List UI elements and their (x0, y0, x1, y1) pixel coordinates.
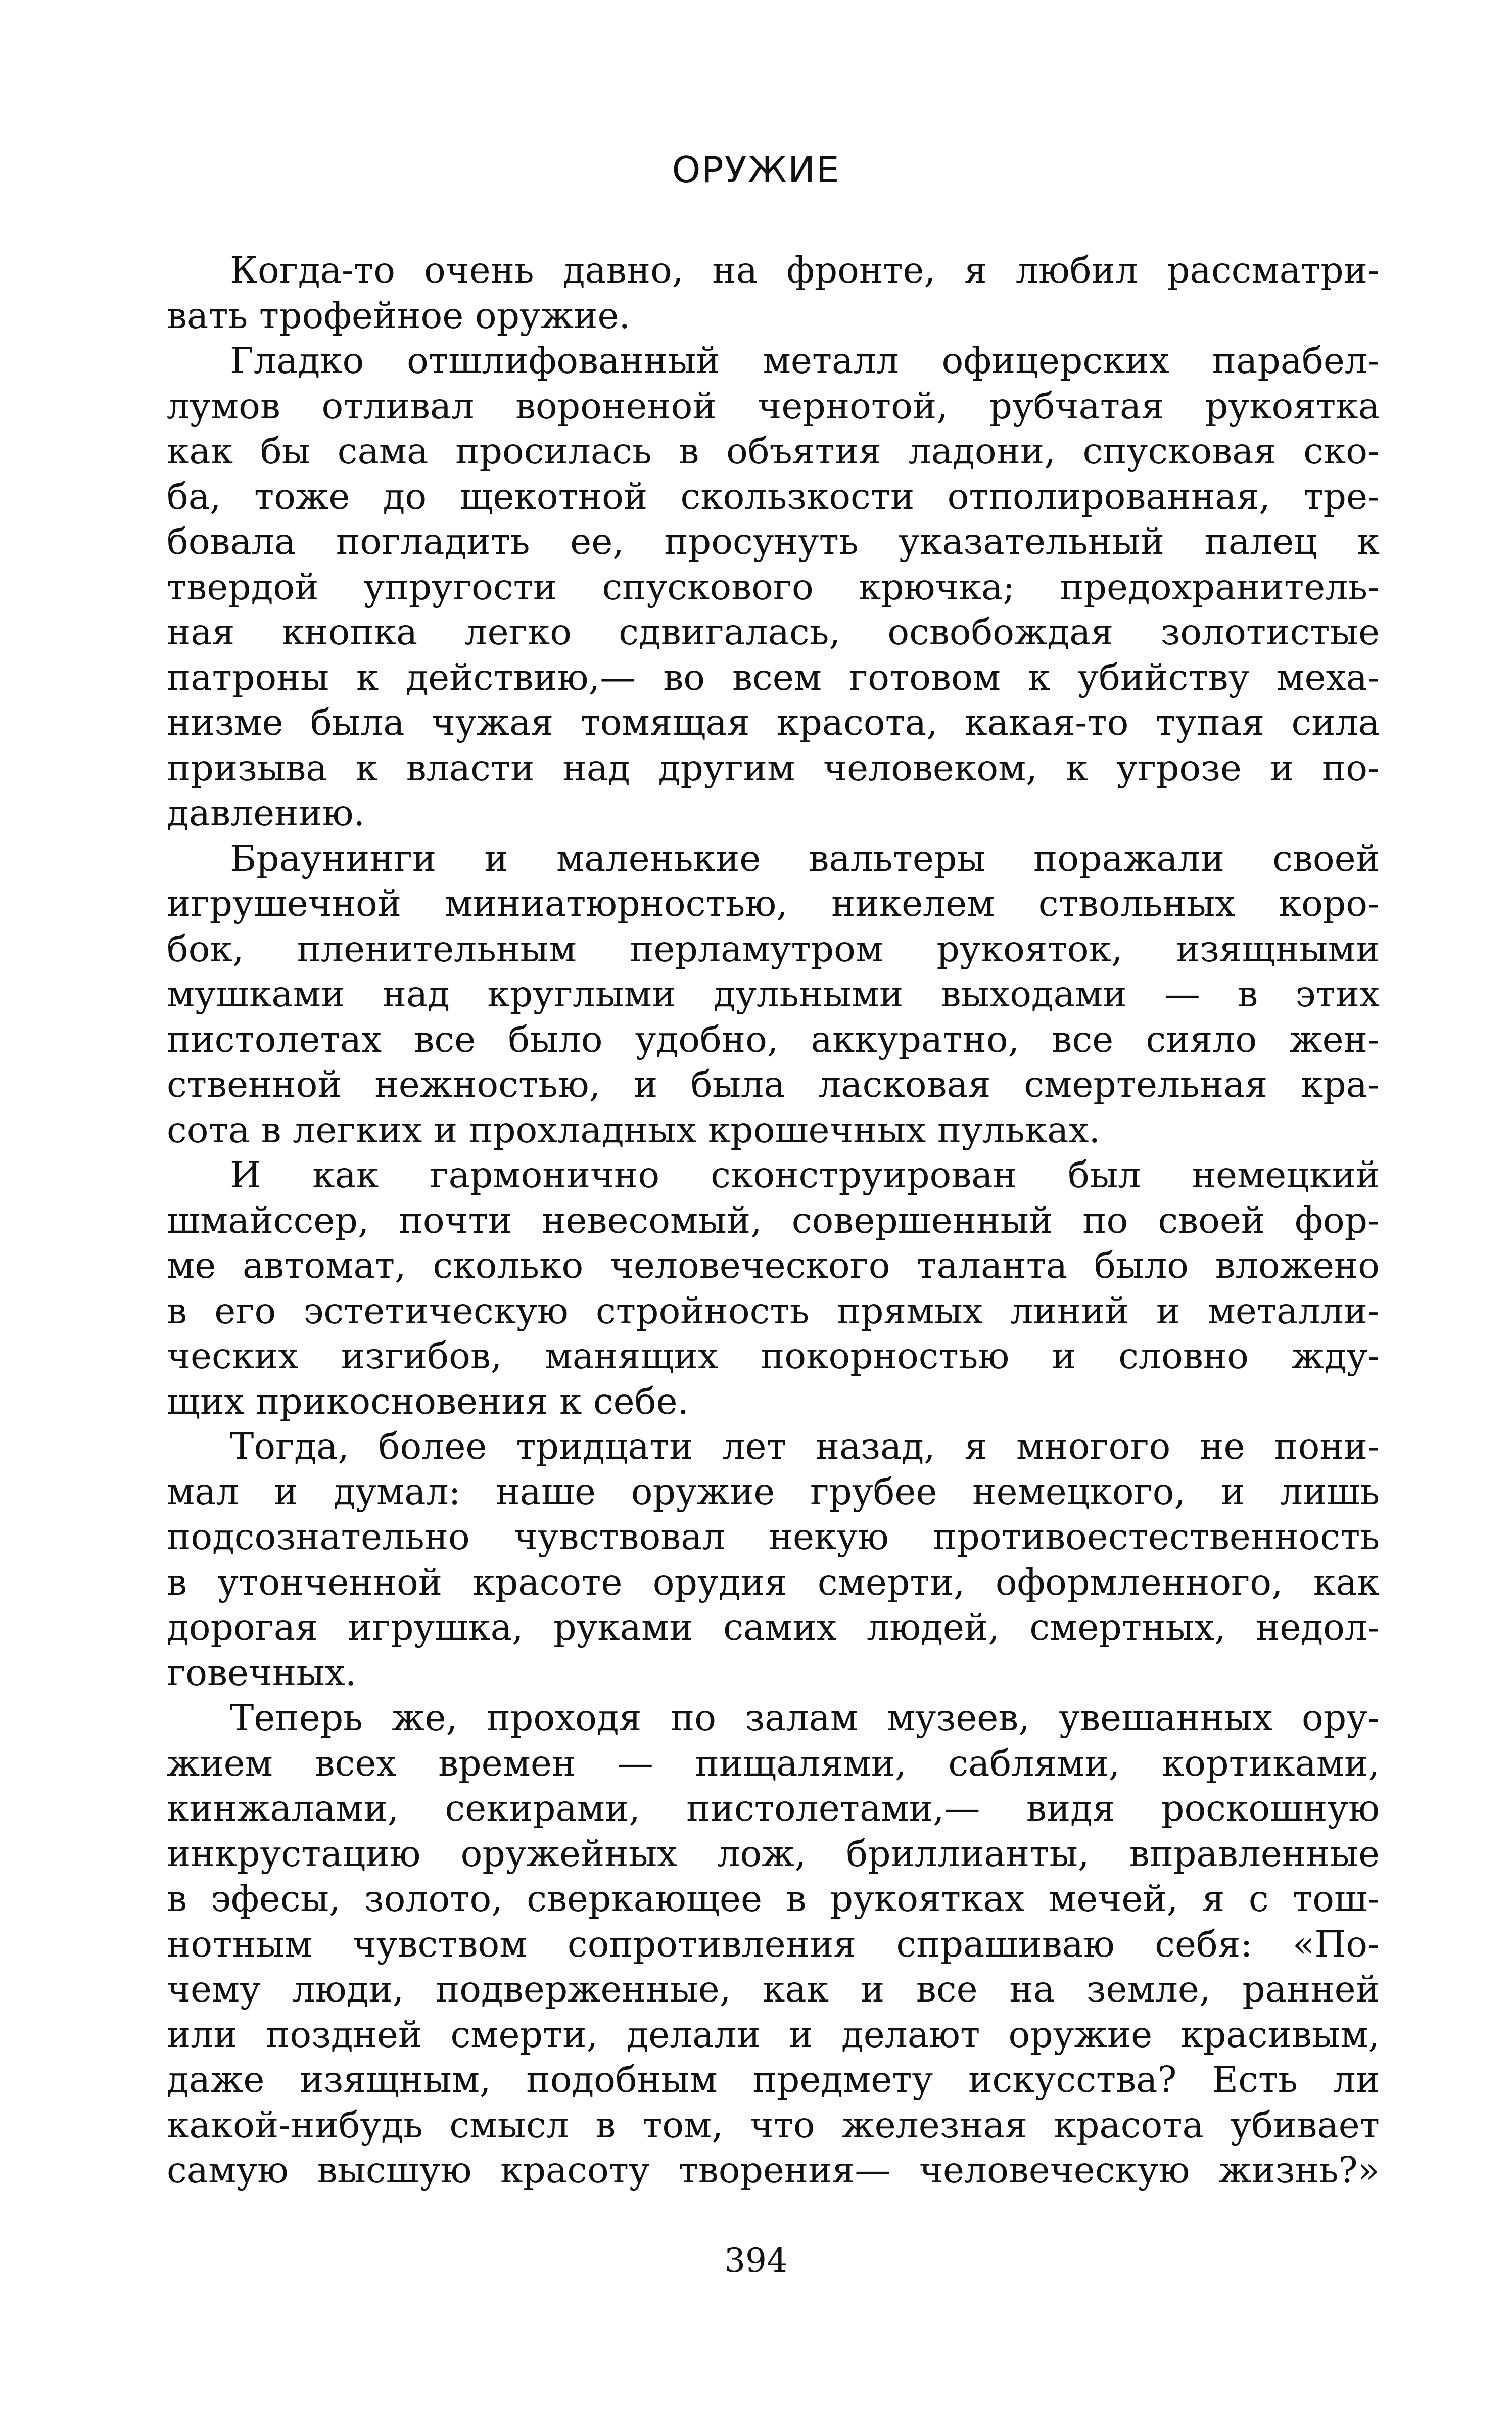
text-line: жием всех времен — пищалями, саблями, кортиками, (167, 1742, 1380, 1784)
text-line: мушками над круглыми дульными выходами — в этих (167, 973, 1380, 1015)
text-line: самую высшую красоту творения— человеческую жизнь?» (167, 2149, 1380, 2191)
text-line: какой-нибудь смысл в том, что железная красота убивает (167, 2104, 1380, 2146)
text-line: пистолетах все было удобно, аккуратно, все сияло жен- (167, 1018, 1380, 1060)
text-line: бок, пленительным перламутром рукояток, изящными (167, 927, 1380, 970)
text-line: Гладко отшлифованный металл офицерских парабел- (230, 340, 1380, 382)
chapter-title: ОРУЖИЕ (672, 149, 840, 191)
text-line: кинжалами, секирами, пистолетами,— видя роскошную (167, 1787, 1380, 1829)
text-line: низме была чужая томящая красота, какая-то тупая сила (167, 702, 1380, 743)
text-line: или поздней смерти, делали и делают оружие красивым, (167, 2013, 1380, 2056)
text-line: говечных. (167, 1651, 357, 1694)
text-line: ме автомат, сколько человеческого таланта было вложено (167, 1244, 1380, 1286)
text-line: вать трофейное оружие. (167, 294, 631, 337)
text-line: в его эстетическую стройность прямых линий и металли- (167, 1289, 1380, 1332)
text-line: в эфесы, золото, сверкающее в рукоятках мечей, я с тош- (167, 1878, 1380, 1920)
text-line: инкрустацию оружейных лож, бриллианты, вправленные (167, 1832, 1380, 1875)
text-line: И как гармонично сконструирован был немецкий (230, 1154, 1380, 1196)
text-line: Тогда, более тридцати лет назад, я многого не пони- (230, 1425, 1380, 1467)
text-line: твердой упругости спускового крючка; предохранитель- (167, 566, 1380, 608)
text-line: даже изящным, подобным предмету искусства? Есть ли (167, 2059, 1380, 2101)
text-line: лумов отливал вороненой чернотой, рубчатая рукоятка (167, 385, 1380, 427)
text-line: подсознательно чувствовал некую противоестественность (167, 1516, 1380, 1558)
text-line: ная кнопка легко сдвигалась, освобождая золотистые (167, 611, 1380, 653)
text-line: сота в легких и прохладных крошечных пульках. (167, 1108, 1101, 1151)
text-line: нотным чувством сопротивления спрашиваю себя: «По- (167, 1923, 1380, 1965)
text-line: чему люди, подверженные, как и все на земле, ранней (167, 1968, 1380, 2010)
text-line: бовала погладить ее, просунуть указательный палец к (167, 521, 1380, 563)
text-line: призыва к власти над другим человеком, к угрозе и по- (167, 747, 1380, 789)
text-line: ба, тоже до щекотной скользкости отполированная, тре- (167, 475, 1380, 518)
text-line: патроны к действию,— во всем готовом к убийству меха- (167, 656, 1380, 699)
text-line: шмайссер, почти невесомый, совершенный по своей фор- (167, 1199, 1380, 1241)
text-line: ческих изгибов, манящих покорностью и словно жду- (167, 1335, 1380, 1377)
text-line: щих прикосновения к себе. (167, 1380, 689, 1422)
text-line: мал и думал: наше оружие грубее немецкого, и лишь (167, 1470, 1380, 1513)
text-line: Браунинги и маленькие вальтеры поражали своей (230, 837, 1380, 879)
text-line: давлению. (167, 792, 365, 834)
body-text (167, 248, 1380, 2193)
text-line: в утонченной красоте орудия смерти, оформленного, как (167, 1561, 1380, 1603)
text-line: ственной нежностью, и была ласковая смертельная кра- (167, 1063, 1380, 1105)
text-line: Когда-то очень давно, на фронте, я любил рассматри- (230, 249, 1380, 291)
text-line: как бы сама просилась в объятия ладони, спусковая ско- (167, 430, 1380, 472)
text-line: дорогая игрушка, руками самих людей, смертных, недол- (167, 1606, 1380, 1648)
page-number: 394 (724, 2241, 788, 2280)
text-line: Теперь же, проходя по залам музеев, увешанных ору- (230, 1697, 1380, 1739)
text-line: игрушечной миниатюрностью, никелем ствольных коро- (167, 882, 1380, 924)
